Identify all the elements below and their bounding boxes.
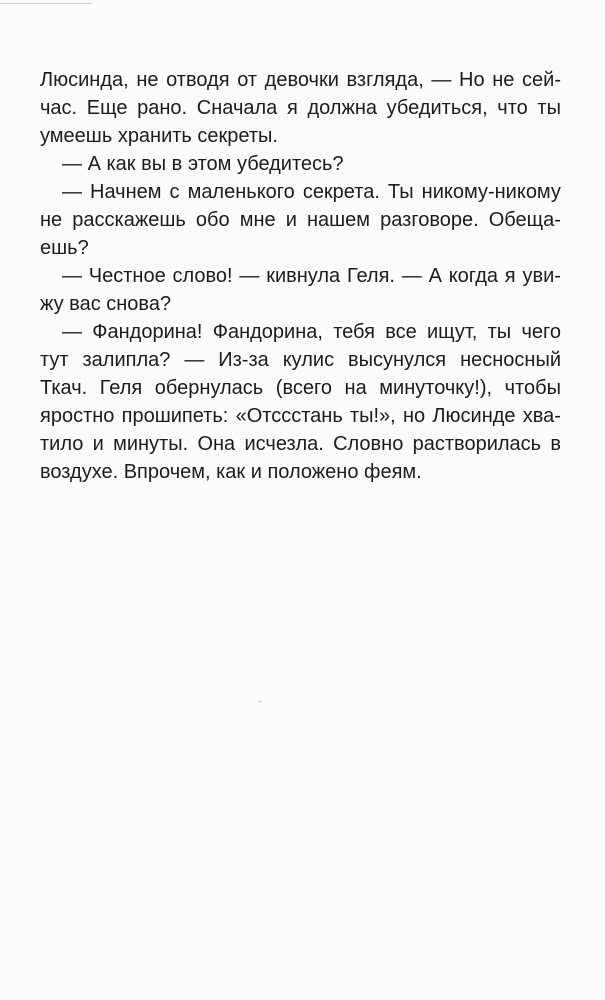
text-line: — Честное слово! — кивнула Геля. — А когда я уви- <box>62 265 561 287</box>
text-line: час. Еще рано. Сначала я должна убедиться, что ты <box>40 97 561 119</box>
scan-speck <box>258 701 261 702</box>
text-line: — Начнем с маленького секрета. Ты никому-никому <box>62 181 561 203</box>
text-line: — А как вы в этом убедитесь? <box>62 153 344 175</box>
text-line: тут залипла? — Из-за кулис высунулся несносный <box>40 349 561 371</box>
text-line: воздухе. Впрочем, как и положено феям. <box>40 461 422 483</box>
text-line: ешь? <box>40 237 89 259</box>
body-text <box>40 66 561 486</box>
text-line: Люсинда, не отводя от девочки взгляда, — Но не сей- <box>40 69 561 91</box>
text-line: яростно прошипеть: «Отсcстань ты!», но Люсинде хва- <box>40 405 561 427</box>
text-line: умеешь хранить секреты. <box>40 125 278 147</box>
text-line: не расскажешь обо мне и нашем разговоре. Обеща- <box>40 209 561 231</box>
text-line: Ткач. Геля обернулась (всего на минуточку!), чтобы <box>40 377 561 399</box>
text-line: — Фандорина! Фандорина, тебя все ищут, ты чего <box>62 321 561 343</box>
text-line: тило и минуты. Она исчезла. Словно растворилась в <box>40 433 561 455</box>
scan-edge-line <box>0 3 92 4</box>
text-line: жу вас снова? <box>40 293 172 315</box>
